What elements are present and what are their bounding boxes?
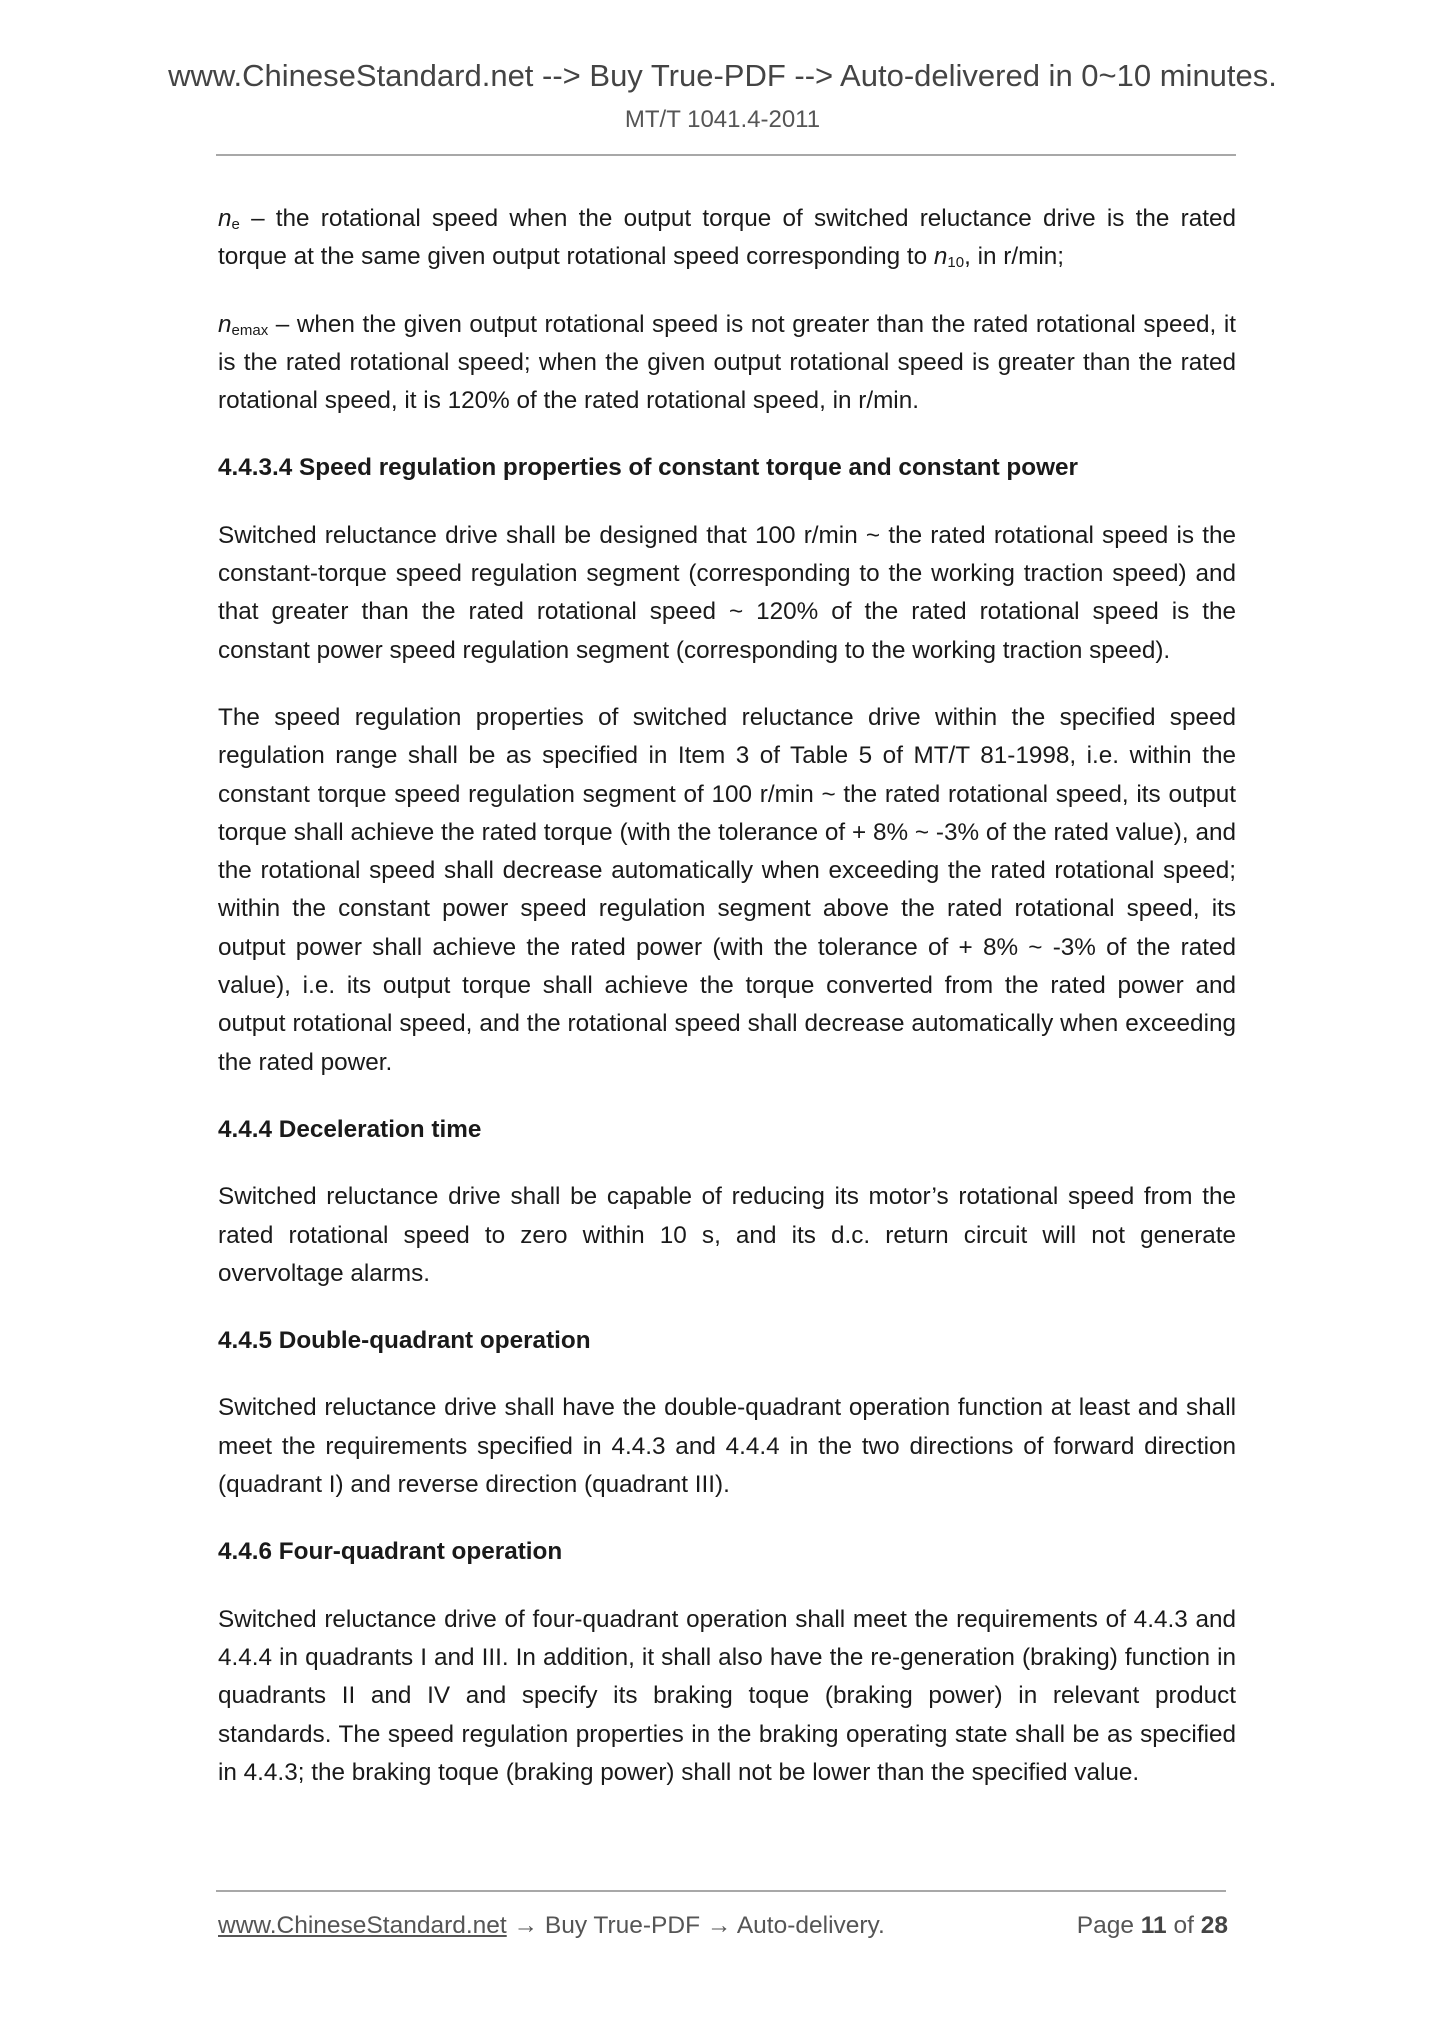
section-heading: 4.4.6 Four-quadrant operation <box>218 1538 563 1566</box>
symbol-subscript: emax <box>231 321 269 339</box>
standard-number: MT/T 1041.4-2011 <box>624 106 821 133</box>
symbol: n <box>218 310 232 338</box>
footer-link[interactable]: www.ChineseStandard.net <box>218 1912 507 1939</box>
symbol-subscript: e <box>231 216 240 233</box>
section-heading: 4.4.4 Deceleration time <box>218 1115 482 1143</box>
page-number: 11 <box>1140 1912 1167 1939</box>
definition-nemax <box>218 306 1236 421</box>
header-divider <box>216 154 1236 156</box>
page-total: 28 <box>1200 1912 1228 1939</box>
header-banner: www.ChineseStandard.net --> Buy True-PDF --> Auto-delivered in 0~10 minutes. <box>168 58 1277 93</box>
footer-text: → Buy True-PDF → Auto-delivery. <box>506 1912 885 1939</box>
footer <box>218 1912 1228 1940</box>
symbol: n <box>933 243 948 271</box>
definition-text: – when the given output rotational speed is not greater than the rated rotational speed, it is the rated rotational speed; when the given output rotational speed is greater than the rated rotational speed, it is 120% of the rated rotational speed, in r/min. <box>218 310 1236 415</box>
paragraph: The speed regulation properties of switched reluctance drive within the specified speed regulation range shall be as specified in Item 3 of Table 5 of MT/T 81-1998, i.e. within the constant torque speed regulation segment of 100 r/min ~ the rated rotational speed, its output torque shall achieve the rated torque (with the tolerance of + 8% ~ -3% of the rated value), and the rotational speed shall decrease automatically when exceeding the rated rotational speed; within the constant power speed regulation segment above the rated rotational speed, its output power shall achieve the rated power (with the tolerance of + 8% ~ -3% of the rated value), i.e. its output torque shall achieve the torque converted from the rated power and output rotational speed, and the rotational speed shall decrease automatically when exceeding the rated power. <box>218 703 1236 1076</box>
page-label: Page <box>1076 1912 1134 1939</box>
document-body <box>218 200 1236 1821</box>
paragraph: Switched reluctance drive shall be capable of reducing its motor’s rotational speed from the rated rotational speed to zero within 10 s, and its d.c. return circuit will not generate overvoltage alarms. <box>218 1183 1236 1287</box>
of-label: of <box>1173 1912 1194 1939</box>
symbol-subscript: 10 <box>947 254 965 272</box>
symbol: n <box>218 205 232 232</box>
definition-ne <box>218 200 1236 277</box>
paragraph: Switched reluctance drive of four-quadrant operation shall meet the requirements of 4.4.3 and 4.4.4 in quadrants I and III. In addition, it shall also have the re-generation (braking) function in quadrants II and IV and specify its braking toque (braking power) in relevant product standards. The speed regulation properties in the braking operating state shall be as specified in 4.4.3; the braking toque (braking power) shall not be lower than the specified value. <box>218 1605 1236 1786</box>
page-indicator <box>1077 1912 1228 1940</box>
paragraph: Switched reluctance drive shall be designed that 100 r/min ~ the rated rotational speed is the constant-torque speed regulation segment (corresponding to the working traction speed) and that greater than the rated rotational speed ~ 120% of the rated rotational speed is the constant power speed regulation segment (corresponding to the working traction speed). <box>218 521 1236 664</box>
definition-text: – the rotational speed when the output torque of switched reluctance drive is the rated torque at the same given output rotational speed corresponding to <box>218 205 1236 271</box>
section-heading: 4.4.3.4 Speed regulation properties of constant torque and constant power <box>218 454 1078 482</box>
paragraph: Switched reluctance drive shall have the double-quadrant operation function at least and shall meet the requirements specified in 4.4.3 and 4.4.4 in the two directions of forward direction (quadrant I) and reverse direction (quadrant III). <box>218 1394 1236 1499</box>
definition-text: , in r/min; <box>964 243 1064 271</box>
section-heading: 4.4.5 Double-quadrant operation <box>218 1327 591 1355</box>
footer-divider <box>216 1890 1226 1892</box>
